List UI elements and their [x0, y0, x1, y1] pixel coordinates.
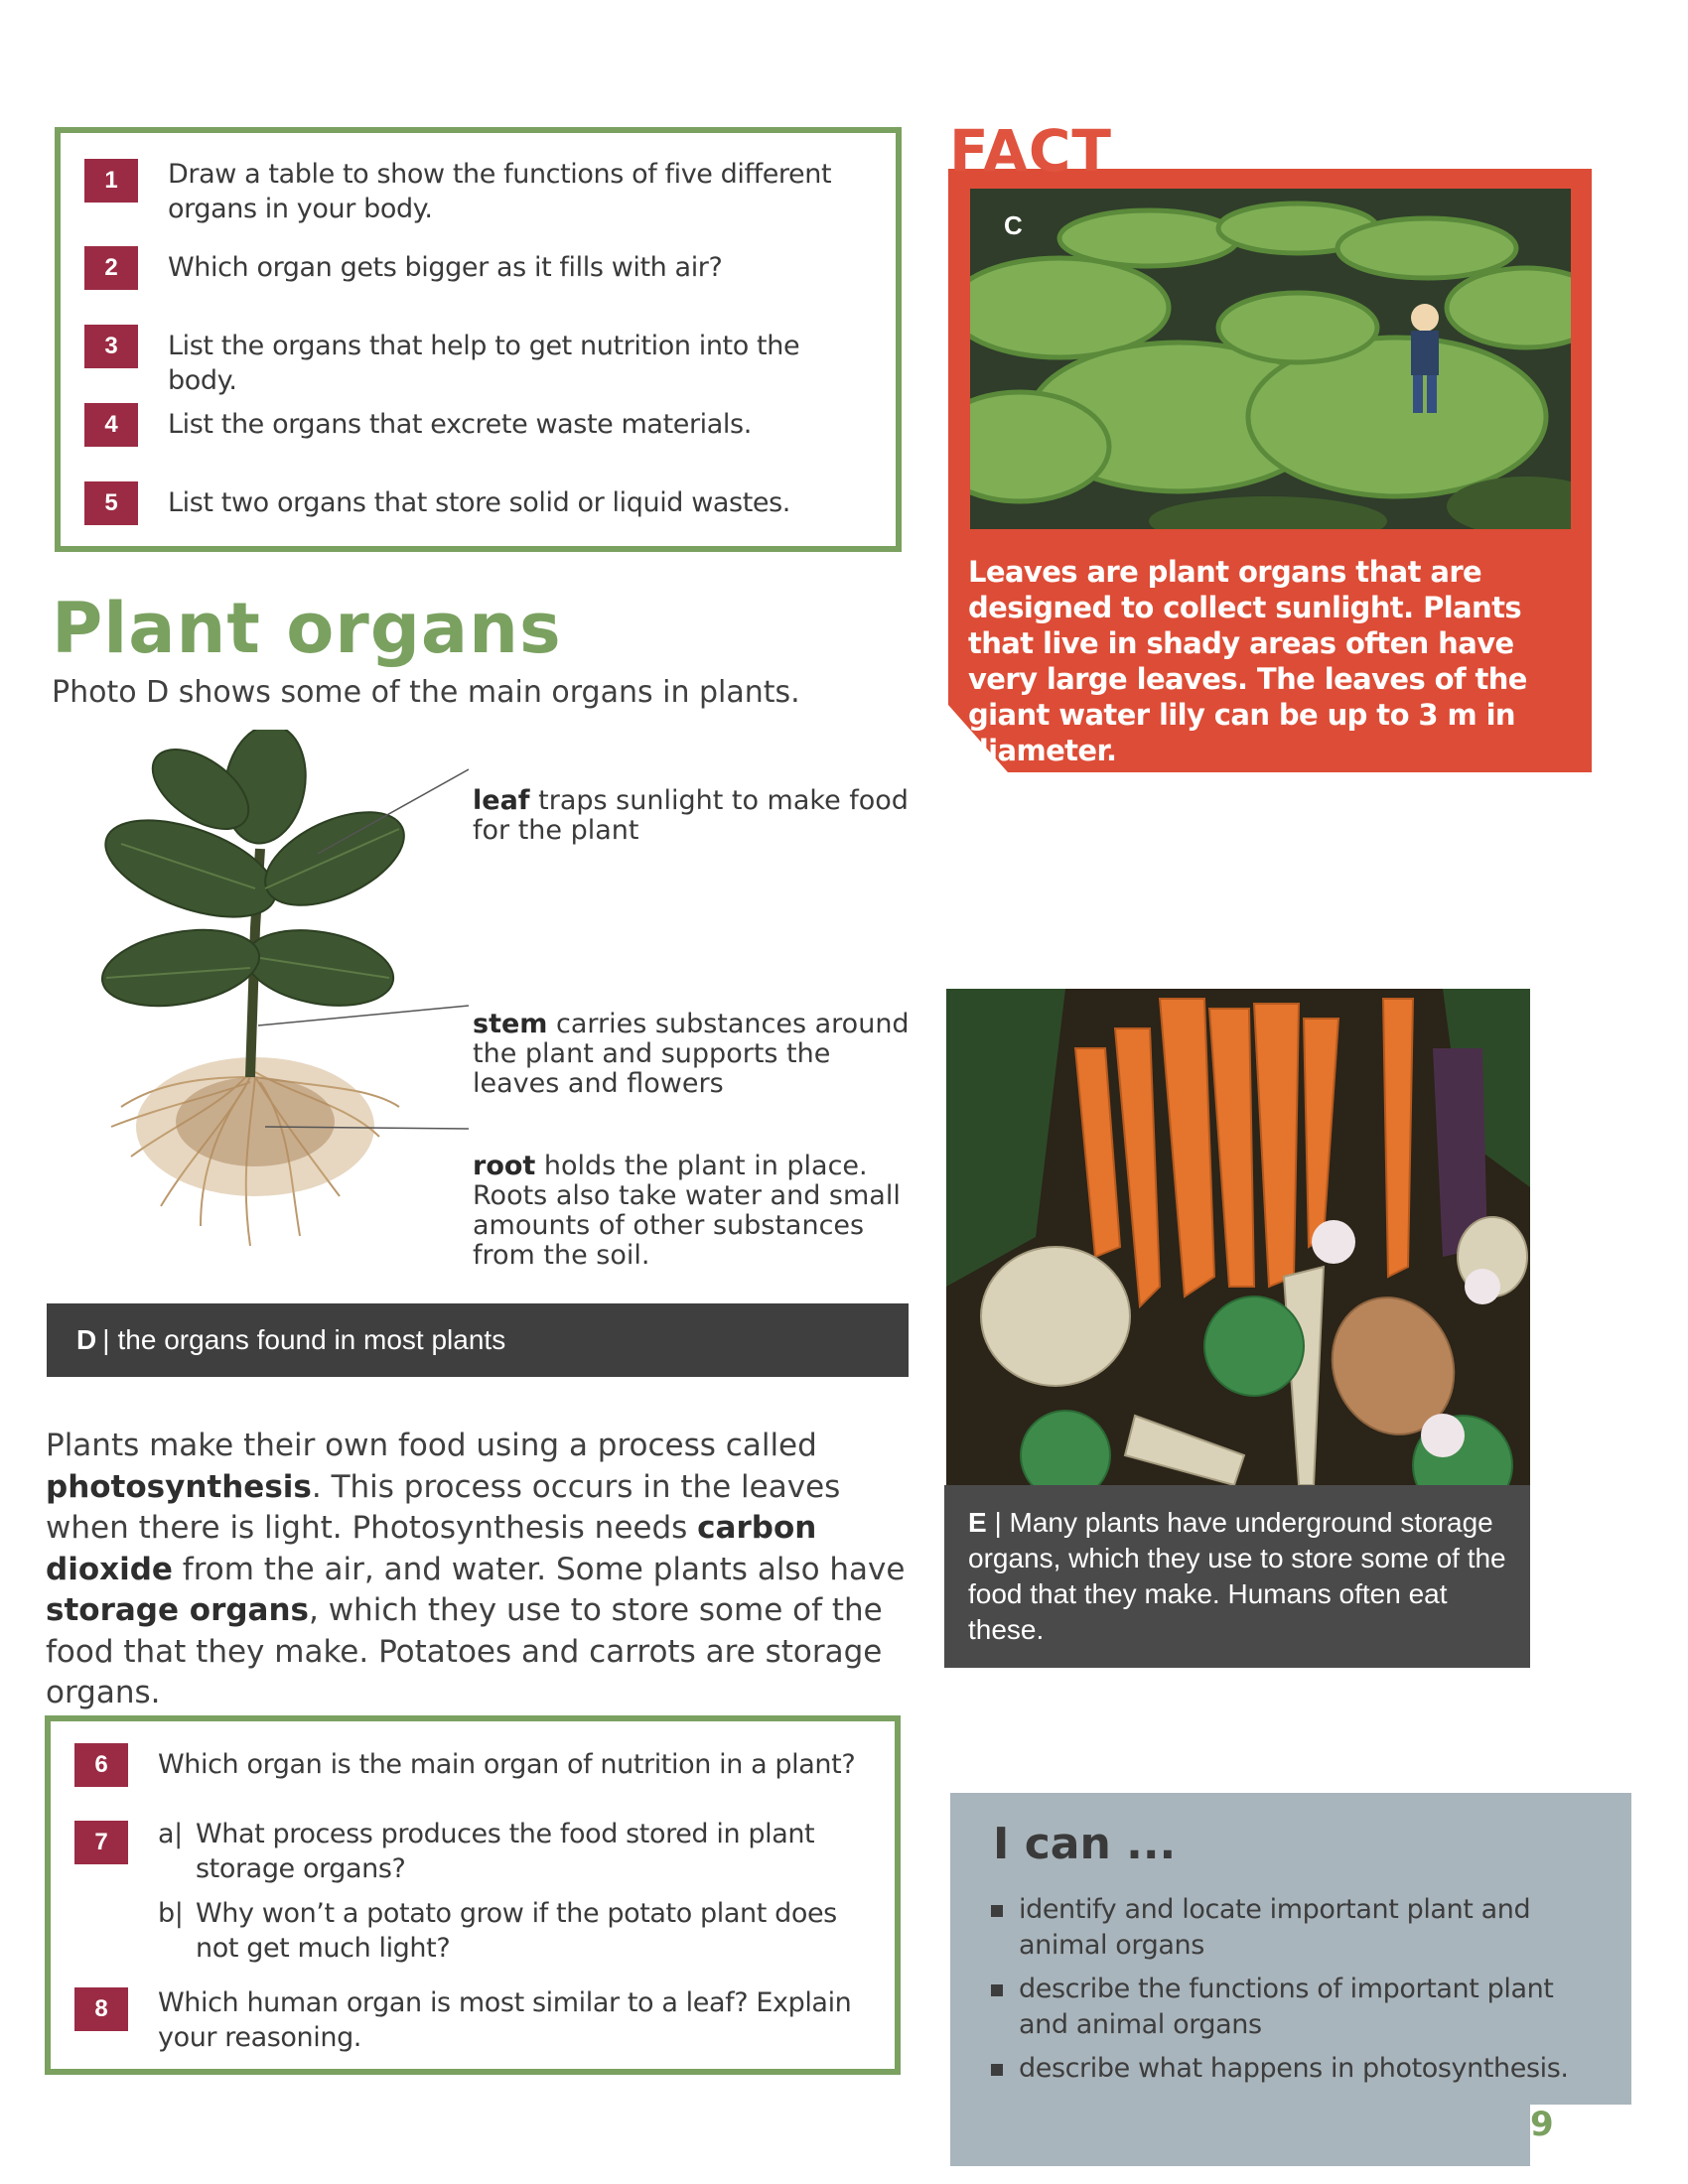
list-item: describe what happens in photosynthesis. [989, 2051, 1605, 2087]
question-5 [84, 481, 876, 525]
vegetables-photo [946, 989, 1530, 1485]
caption-separator: | [102, 1324, 110, 1355]
leaf-desc: traps sunlight to make food for the plant [473, 785, 909, 846]
i-can-title: I can ... [993, 1819, 1177, 1869]
figure-d-caption [47, 1303, 909, 1377]
sub-text: Why won’t a potato grow if the potato plant does not get much light? [196, 1898, 837, 1964]
question-number: 1 [84, 159, 138, 203]
stem-term: stem [473, 1009, 548, 1039]
root-label [473, 1152, 910, 1271]
fact-title: FACT [949, 117, 1112, 185]
leaf-term: leaf [473, 785, 530, 816]
question-text: Draw a table to show the functions of five different organs in your body. [168, 159, 832, 224]
figure-letter: E [968, 1507, 987, 1538]
question-number: 4 [84, 403, 138, 447]
question-number: 3 [84, 325, 138, 368]
question-number: 8 [74, 1987, 128, 2031]
question-1 [84, 159, 876, 228]
question-number: 5 [84, 481, 138, 525]
question-3 [84, 325, 876, 396]
question-text: List the organs that excrete waste materials. [168, 409, 752, 440]
root-term: root [473, 1151, 536, 1181]
root-desc: holds the plant in place. Roots also take water and small amounts of other substances from the soil. [473, 1151, 901, 1271]
water-lily-photo [970, 189, 1571, 529]
question-8 [74, 1987, 875, 2059]
question-box-bottom [45, 1715, 901, 2075]
stem-label [473, 1010, 910, 1099]
body-text: Plants make their own food using a process called [46, 1428, 817, 1463]
question-text: List two organs that store solid or liquid wastes. [168, 487, 790, 518]
vegetables-illustration [946, 989, 1530, 1485]
question-number: 2 [84, 246, 138, 290]
question-text: Which organ gets bigger as it fills with air? [168, 252, 723, 283]
question-2 [84, 246, 876, 290]
sub-label: a| [158, 1819, 183, 1849]
section-heading: Plant organs [52, 588, 562, 669]
question-7 [74, 1821, 875, 1970]
question-number: 6 [74, 1743, 128, 1787]
question-number: 7 [74, 1821, 128, 1864]
question-text: Which organ is the main organ of nutrition in a plant? [158, 1749, 856, 1780]
intro-text: Photo D shows some of the main organs in plants. [52, 675, 800, 710]
body-text: from the air, and water. Some plants also have [172, 1551, 906, 1587]
label-pointer-lines [52, 730, 469, 1305]
i-can-list [989, 1892, 1605, 2095]
list-item: identify and locate important plant and animal organs [989, 1892, 1605, 1964]
body-text: , which they use to store some of the food that they make. Potatoes and carrots are storage organs. [46, 1592, 883, 1710]
page-number: 9 [1530, 2105, 1554, 2144]
keyword-carbon-dioxide: carbon dioxide [46, 1510, 817, 1587]
leaf-label [473, 786, 910, 846]
question-box-top [55, 127, 902, 552]
caption-separator: | [994, 1507, 1002, 1538]
question-text: Which human organ is most similar to a leaf? Explain your reasoning. [158, 1987, 852, 2053]
caption-text: the organs found in most plants [117, 1324, 506, 1355]
fact-text: Leaves are plant organs that are designed to collect sunlight. Plants that live in shady areas often have very large leaves. The leaves of the giant water lily can be up to 3 m in diameter. [968, 555, 1527, 767]
body-paragraph [46, 1426, 919, 1714]
figure-e-caption [944, 1485, 1530, 1668]
sub-label: b| [158, 1898, 184, 1929]
question-text: List the organs that help to get nutrition into the body. [168, 331, 800, 396]
plant-photo [52, 730, 469, 1305]
question-7a [158, 1817, 875, 1888]
question-4 [84, 403, 876, 447]
figure-letter: D [76, 1324, 97, 1355]
keyword-photosynthesis: photosynthesis [46, 1468, 312, 1505]
keyword-storage-organs: storage organs [46, 1592, 309, 1628]
photo-label: C [1004, 210, 1023, 240]
body-text: . This process occurs in the leaves when there is light. Photosynthesis needs [46, 1468, 841, 1546]
list-item: describe the functions of important plant and animal organs [989, 1972, 1605, 2043]
sub-text: What process produces the food stored in plant storage organs? [196, 1819, 815, 1884]
question-7b [158, 1896, 875, 1968]
question-6 [74, 1743, 875, 1787]
caption-text: Many plants have underground storage organs, which they use to store some of the food that they make. Humans often eat these. [968, 1507, 1506, 1645]
stem-desc: carries substances around the plant and supports the leaves and flowers [473, 1009, 910, 1099]
water-lily-illustration [970, 189, 1571, 529]
